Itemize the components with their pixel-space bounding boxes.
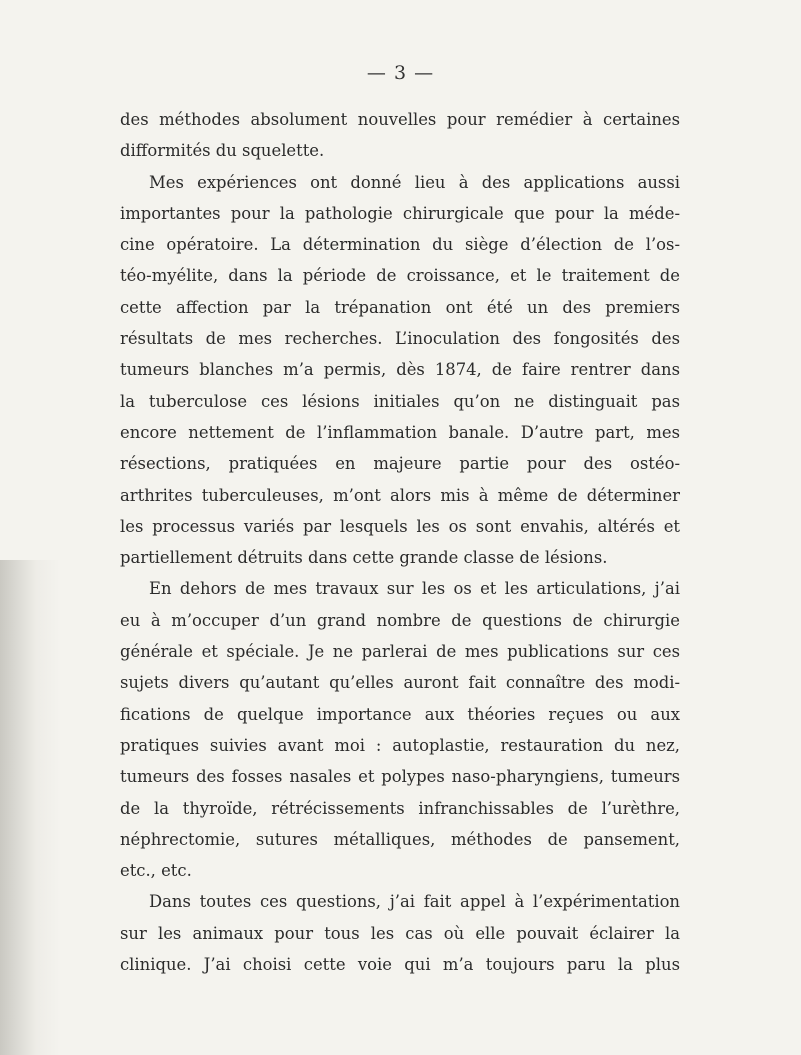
text-line: téo-myélite, dans la période de croissance, et le traitement de [120, 266, 680, 286]
text-line: pratiques suivies avant moi : autoplastie, restauration du nez, [120, 735, 680, 755]
text-line: des méthodes absolument nouvelles pour remédier à certaines [120, 110, 680, 129]
text-line: cine opératoire. La détermination du siège d’élection de l’os- [120, 235, 680, 255]
text-line: néphrectomie, sutures métalliques, méthodes de pansement, [120, 829, 680, 849]
text-line: importantes pour la pathologie chirurgicale que pour la méde- [120, 203, 680, 223]
text-line: générale et spéciale. Je ne parlerai de mes publications sur ces [120, 642, 680, 662]
text-line: clinique. J’ai choisi cette voie qui m’a toujours paru la plus [120, 955, 680, 975]
paragraph-start-line: Mes expériences ont donné lieu à des applications aussi [149, 172, 680, 192]
text-line: cette affection par la trépanation ont été un des premiers [120, 297, 680, 317]
text-line: partiellement détruits dans cette grande classe de lésions. [120, 548, 608, 568]
text-line: arthrites tuberculeuses, m’ont alors mis à même de déterminer [120, 485, 680, 505]
text-line: eu à m’occuper d’un grand nombre de questions de chirurgie [120, 610, 680, 630]
text-line: résultats de mes recherches. L’inoculation des fongosités des [120, 329, 680, 349]
body-text [120, 104, 680, 980]
paragraph-start-line: En dehors de mes travaux sur les os et les articulations, j’ai [149, 579, 680, 599]
text-line: sujets divers qu’autant qu’elles auront fait connaître des modi- [120, 673, 680, 693]
page-edge-shadow [0, 560, 60, 1055]
text-line: fications de quelque importance aux théories reçues ou aux [120, 704, 680, 724]
text-line: sur les animaux pour tous les cas où elle pouvait éclairer la [120, 923, 680, 943]
text-line: encore nettement de l’inflammation banale. D’autre part, mes [120, 422, 680, 442]
page-number: — 3 — [366, 62, 435, 84]
text-line: difformités du squelette. [120, 141, 325, 161]
text-line: tumeurs des fosses nasales et polypes naso-pharyngiens, tumeurs [120, 767, 680, 787]
text-line: la tuberculose ces lésions initiales qu’on ne distinguait pas [120, 391, 680, 411]
text-line: de la thyroïde, rétrécissements infranchissables de l’urèthre, [120, 798, 680, 818]
paragraph-start-line: Dans toutes ces questions, j’ai fait appel à l’expérimentation [149, 892, 680, 912]
text-line: les processus variés par lesquels les os sont envahis, altérés et [120, 516, 680, 536]
text-line: résections, pratiquées en majeure partie pour des ostéo- [120, 454, 680, 474]
text-line: tumeurs blanches m’a permis, dès 1874, de faire rentrer dans [120, 360, 680, 380]
text-line: etc., etc. [120, 861, 192, 881]
